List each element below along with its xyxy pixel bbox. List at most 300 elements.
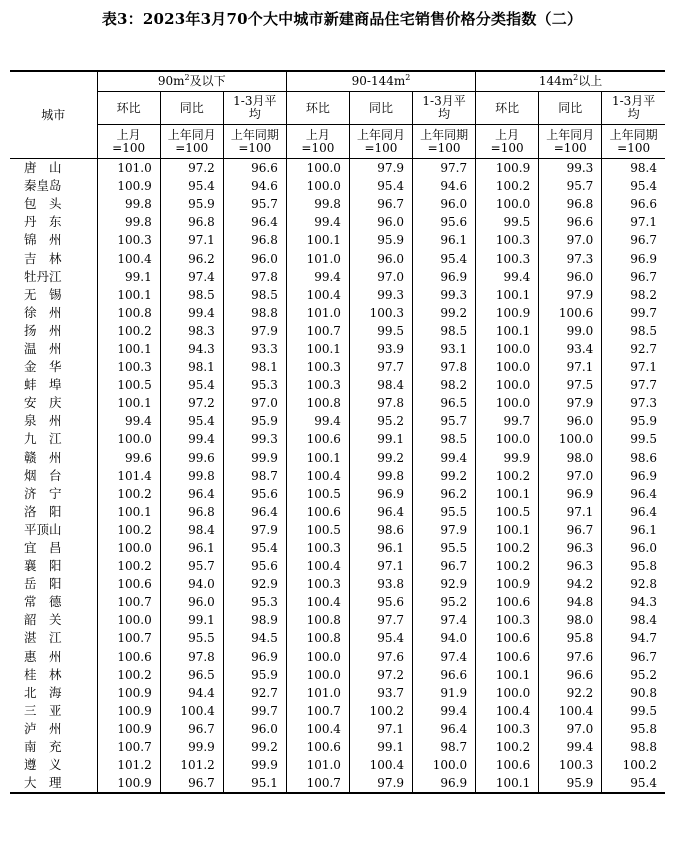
index-value: 96.7	[160, 774, 223, 793]
index-value: 97.6	[539, 648, 602, 666]
index-value: 96.8	[223, 231, 286, 249]
column-header: 环比	[476, 92, 539, 125]
index-value: 96.1	[630, 522, 657, 537]
base-period-header: 上月 =100	[97, 125, 160, 159]
index-value: 98.0	[539, 449, 602, 467]
index-value: 100.6	[476, 648, 539, 666]
base-period-header: 上年同期 =100	[223, 125, 286, 159]
index-value: 97.7	[630, 378, 657, 393]
index-value: 99.9	[160, 738, 223, 756]
index-value: 98.5	[223, 286, 286, 304]
city-name: 锦 州	[10, 231, 97, 249]
index-value: 100.0	[476, 340, 539, 358]
index-value: 100.1	[286, 449, 349, 467]
index-value: 96.0	[630, 541, 657, 556]
base-period-header: 上月 =100	[286, 125, 349, 159]
index-value: 100.2	[476, 738, 539, 756]
table-row	[10, 666, 665, 684]
index-value: 99.5	[630, 432, 657, 447]
index-value: 98.0	[539, 611, 602, 629]
index-value: 97.7	[349, 611, 412, 629]
table-header	[10, 71, 665, 159]
index-value: 98.5	[630, 323, 657, 338]
index-value: 96.4	[630, 486, 657, 501]
index-value: 100.2	[476, 557, 539, 575]
index-value: 94.0	[160, 575, 223, 593]
table-row	[10, 304, 665, 322]
city-name: 烟 台	[10, 467, 97, 485]
index-value: 97.0	[349, 268, 412, 286]
index-value: 100.0	[476, 394, 539, 412]
index-value: 100.9	[97, 684, 160, 702]
index-value: 99.9	[223, 756, 286, 774]
index-value: 96.9	[413, 774, 476, 793]
index-value: 92.8	[630, 577, 657, 592]
index-value: 99.4	[97, 412, 160, 430]
city-name: 温 州	[10, 340, 97, 358]
index-value: 96.9	[413, 268, 476, 286]
index-value: 95.6	[413, 213, 476, 231]
index-value: 100.1	[286, 231, 349, 249]
table-row	[10, 213, 665, 231]
index-value: 99.6	[97, 449, 160, 467]
city-name: 丹 东	[10, 213, 97, 231]
city-name: 桂 林	[10, 666, 97, 684]
index-value: 100.3	[286, 575, 349, 593]
index-value: 100.7	[286, 774, 349, 793]
city-name: 无 锡	[10, 286, 97, 304]
index-value: 96.8	[160, 213, 223, 231]
index-value: 95.3	[223, 593, 286, 611]
index-value: 95.5	[413, 539, 476, 557]
group-header-small: $90m^2$及以下	[97, 71, 286, 92]
index-value: 94.4	[160, 684, 223, 702]
index-value: 98.2	[630, 287, 657, 302]
table-row	[10, 231, 665, 249]
table-row	[10, 430, 665, 448]
index-value: 100.2	[349, 702, 412, 720]
index-value: 101.0	[286, 684, 349, 702]
index-value: 94.3	[630, 595, 657, 610]
index-value: 96.7	[349, 195, 412, 213]
index-value: 100.0	[286, 666, 349, 684]
index-value: 95.4	[223, 539, 286, 557]
index-value: 100.0	[97, 611, 160, 629]
index-value: 101.0	[286, 249, 349, 267]
index-value: 95.7	[413, 412, 476, 430]
index-value: 96.0	[349, 213, 412, 231]
index-value: 100.0	[286, 159, 349, 178]
index-value: 97.1	[630, 360, 657, 375]
index-value: 93.8	[349, 575, 412, 593]
index-value: 96.5	[160, 666, 223, 684]
table-row	[10, 268, 665, 286]
index-value: 96.0	[160, 593, 223, 611]
table-row	[10, 756, 665, 774]
city-name: 蚌 埠	[10, 376, 97, 394]
index-value: 100.7	[97, 738, 160, 756]
index-value: 101.0	[286, 304, 349, 322]
index-value: 100.9	[476, 304, 539, 322]
index-value: 94.3	[160, 340, 223, 358]
index-value: 96.6	[539, 666, 602, 684]
city-name: 徐 州	[10, 304, 97, 322]
index-value: 100.0	[476, 195, 539, 213]
index-value: 100.6	[97, 648, 160, 666]
index-value: 100.0	[476, 376, 539, 394]
index-value: 97.9	[539, 286, 602, 304]
index-value: 97.6	[349, 648, 412, 666]
city-name: 大 理	[10, 774, 97, 793]
index-value: 98.5	[413, 430, 476, 448]
index-value: 95.2	[630, 667, 657, 682]
index-value: 99.2	[223, 738, 286, 756]
index-value: 96.1	[349, 539, 412, 557]
index-value: 99.4	[539, 738, 602, 756]
index-value: 96.8	[539, 195, 602, 213]
index-value: 93.7	[349, 684, 412, 702]
city-name: 三 亚	[10, 702, 97, 720]
index-value: 100.4	[97, 249, 160, 267]
index-value: 98.3	[160, 322, 223, 340]
index-value: 99.9	[476, 449, 539, 467]
index-value: 98.4	[349, 376, 412, 394]
index-value: 99.3	[413, 286, 476, 304]
index-value: 99.9	[223, 449, 286, 467]
table-row	[10, 286, 665, 304]
index-value: 96.0	[413, 195, 476, 213]
table-row	[10, 738, 665, 756]
index-value: 95.2	[413, 593, 476, 611]
index-value: 94.0	[413, 629, 476, 647]
table-row	[10, 702, 665, 720]
index-value: 97.1	[630, 215, 657, 230]
index-value: 98.8	[223, 304, 286, 322]
index-value: 100.8	[286, 629, 349, 647]
city-name: 安 庆	[10, 394, 97, 412]
index-value: 97.1	[349, 720, 412, 738]
table-row	[10, 376, 665, 394]
index-value: 100.3	[476, 720, 539, 738]
index-value: 96.2	[413, 485, 476, 503]
index-value: 100.0	[476, 430, 539, 448]
index-value: 92.7	[630, 341, 657, 356]
table-row	[10, 521, 665, 539]
index-value: 100.1	[476, 485, 539, 503]
index-value: 96.4	[160, 485, 223, 503]
group-header-large: $144m^2$以上	[476, 71, 665, 92]
index-value: 99.6	[160, 449, 223, 467]
index-value: 97.0	[223, 394, 286, 412]
index-value: 99.3	[223, 430, 286, 448]
city-name: 遵 义	[10, 756, 97, 774]
index-value: 100.3	[97, 358, 160, 376]
index-value: 96.4	[630, 504, 657, 519]
index-value: 100.6	[286, 738, 349, 756]
index-value: 100.2	[97, 485, 160, 503]
table-row	[10, 449, 665, 467]
index-value: 95.5	[413, 503, 476, 521]
index-value: 99.7	[476, 412, 539, 430]
index-value: 100.4	[160, 702, 223, 720]
index-value: 100.1	[476, 322, 539, 340]
index-value: 98.9	[223, 611, 286, 629]
city-name: 九 江	[10, 430, 97, 448]
table-row	[10, 485, 665, 503]
index-value: 95.4	[349, 629, 412, 647]
index-value: 98.2	[413, 376, 476, 394]
index-value: 100.0	[97, 430, 160, 448]
index-value: 99.4	[160, 304, 223, 322]
city-name: 扬 州	[10, 322, 97, 340]
index-value: 96.1	[413, 231, 476, 249]
index-value: 100.4	[286, 286, 349, 304]
city-name: 平顶山	[10, 521, 97, 539]
column-header: 环比	[97, 92, 160, 125]
index-value: 96.3	[539, 539, 602, 557]
index-value: 99.1	[349, 430, 412, 448]
index-value: 99.7	[223, 702, 286, 720]
index-value: 92.7	[223, 684, 286, 702]
index-value: 95.2	[349, 412, 412, 430]
index-value: 96.7	[630, 649, 657, 664]
index-value: 98.1	[223, 358, 286, 376]
index-value: 95.6	[223, 485, 286, 503]
base-period-header: 上年同月 =100	[539, 125, 602, 159]
index-value: 99.5	[630, 703, 657, 718]
column-header: 环比	[286, 92, 349, 125]
index-value: 100.3	[286, 376, 349, 394]
city-name: 泸 州	[10, 720, 97, 738]
index-value: 95.6	[349, 593, 412, 611]
city-name: 吉 林	[10, 249, 97, 267]
index-value: 99.1	[349, 738, 412, 756]
index-value: 96.7	[630, 233, 657, 248]
index-value: 100.5	[97, 376, 160, 394]
index-value: 95.4	[413, 249, 476, 267]
index-value: 100.6	[286, 503, 349, 521]
index-value: 100.4	[286, 720, 349, 738]
index-value: 98.6	[630, 450, 657, 465]
index-value: 96.6	[223, 159, 286, 178]
city-name: 襄 阳	[10, 557, 97, 575]
index-value: 97.0	[539, 720, 602, 738]
table-row	[10, 159, 665, 178]
index-value: 100.0	[97, 539, 160, 557]
index-value: 98.4	[630, 161, 657, 176]
index-value: 100.0	[539, 430, 602, 448]
index-value: 97.9	[223, 322, 286, 340]
index-value: 99.7	[630, 305, 657, 320]
index-value: 97.9	[223, 521, 286, 539]
index-value: 100.3	[476, 249, 539, 267]
index-value: 97.7	[413, 159, 476, 178]
index-value: 91.9	[413, 684, 476, 702]
index-value: 100.7	[286, 322, 349, 340]
index-value: 96.7	[630, 269, 657, 284]
index-value: 100.1	[476, 774, 539, 793]
index-value: 100.7	[97, 593, 160, 611]
index-value: 100.6	[476, 629, 539, 647]
index-value: 97.4	[160, 268, 223, 286]
index-value: 101.4	[97, 467, 160, 485]
table-row	[10, 467, 665, 485]
index-value: 95.5	[160, 629, 223, 647]
index-value: 100.1	[476, 521, 539, 539]
index-value: 100.8	[286, 611, 349, 629]
index-value: 100.1	[476, 666, 539, 684]
index-value: 97.2	[160, 159, 223, 178]
city-name: 赣 州	[10, 449, 97, 467]
index-value: 99.8	[97, 213, 160, 231]
table-row	[10, 774, 665, 793]
city-column-header: 城市	[10, 71, 97, 159]
index-value: 96.7	[413, 557, 476, 575]
column-header: 同比	[349, 92, 412, 125]
city-name: 泉 州	[10, 412, 97, 430]
column-header: 1-3月平均	[602, 92, 665, 125]
index-value: 97.8	[413, 358, 476, 376]
index-value: 100.0	[286, 177, 349, 195]
index-value: 96.1	[160, 539, 223, 557]
index-value: 96.4	[223, 503, 286, 521]
city-name: 秦皇岛	[10, 177, 97, 195]
index-value: 99.4	[286, 213, 349, 231]
index-value: 97.1	[539, 358, 602, 376]
group-header-medium: $90-144m^2$	[286, 71, 475, 92]
index-value: 99.4	[413, 702, 476, 720]
index-value: 100.2	[97, 521, 160, 539]
index-value: 95.8	[630, 721, 657, 736]
index-value: 97.1	[539, 503, 602, 521]
index-value: 100.6	[539, 304, 602, 322]
index-value: 100.1	[97, 286, 160, 304]
index-value: 94.7	[630, 631, 657, 646]
index-value: 95.4	[602, 774, 665, 793]
index-value: 101.2	[160, 756, 223, 774]
index-value: 94.6	[413, 177, 476, 195]
index-value: 100.9	[97, 702, 160, 720]
index-value: 99.3	[539, 159, 602, 178]
index-value: 100.1	[97, 394, 160, 412]
index-value: 98.6	[349, 521, 412, 539]
table-row	[10, 412, 665, 430]
table-row	[10, 340, 665, 358]
index-value: 95.4	[160, 376, 223, 394]
index-value: 100.0	[476, 684, 539, 702]
index-value: 99.0	[539, 322, 602, 340]
index-value: 93.1	[413, 340, 476, 358]
index-value: 99.2	[413, 304, 476, 322]
index-value: 96.0	[223, 720, 286, 738]
index-value: 97.4	[413, 648, 476, 666]
index-value: 97.5	[539, 376, 602, 394]
index-value: 98.5	[413, 322, 476, 340]
index-value: 100.3	[476, 611, 539, 629]
city-name: 金 华	[10, 358, 97, 376]
index-value: 96.0	[223, 249, 286, 267]
column-header: 1-3月平均	[223, 92, 286, 125]
index-value: 95.9	[160, 195, 223, 213]
index-value: 96.6	[413, 666, 476, 684]
index-value: 99.2	[413, 467, 476, 485]
index-value: 96.0	[539, 268, 602, 286]
index-value: 95.4	[349, 177, 412, 195]
city-name: 唐 山	[10, 159, 97, 178]
index-value: 92.2	[539, 684, 602, 702]
table-row	[10, 593, 665, 611]
index-value: 100.6	[476, 593, 539, 611]
index-value: 99.3	[349, 286, 412, 304]
index-value: 100.6	[476, 756, 539, 774]
index-value: 92.9	[413, 575, 476, 593]
index-value: 100.9	[97, 177, 160, 195]
index-value: 97.8	[160, 648, 223, 666]
index-value: 100.6	[286, 430, 349, 448]
index-value: 95.9	[223, 412, 286, 430]
index-value: 95.7	[223, 195, 286, 213]
index-value: 96.8	[160, 503, 223, 521]
city-name: 南 充	[10, 738, 97, 756]
base-period-header: 上年同月 =100	[349, 125, 412, 159]
table-row	[10, 322, 665, 340]
index-value: 95.9	[539, 774, 602, 793]
column-header: 同比	[539, 92, 602, 125]
index-value: 101.2	[97, 756, 160, 774]
column-header: 1-3月平均	[413, 92, 476, 125]
index-value: 95.8	[539, 629, 602, 647]
index-value: 93.3	[223, 340, 286, 358]
index-value: 100.1	[476, 286, 539, 304]
table-row	[10, 720, 665, 738]
index-value: 100.9	[97, 720, 160, 738]
index-value: 93.9	[349, 340, 412, 358]
table-row	[10, 394, 665, 412]
base-period-header: 上年同期 =100	[602, 125, 665, 159]
index-value: 97.1	[349, 557, 412, 575]
index-value: 98.7	[413, 738, 476, 756]
index-value: 100.3	[97, 231, 160, 249]
index-value: 99.4	[476, 268, 539, 286]
index-value: 95.4	[630, 179, 657, 194]
index-value: 97.2	[349, 666, 412, 684]
index-value: 100.4	[286, 593, 349, 611]
index-value: 97.3	[539, 249, 602, 267]
index-value: 97.3	[630, 396, 657, 411]
index-value: 100.2	[476, 467, 539, 485]
index-value: 98.8	[630, 740, 657, 755]
index-value: 101.0	[97, 159, 160, 178]
index-value: 99.8	[160, 467, 223, 485]
index-value: 98.5	[160, 286, 223, 304]
index-value: 97.9	[413, 521, 476, 539]
index-value: 95.3	[223, 376, 286, 394]
table-row	[10, 575, 665, 593]
index-value: 98.4	[630, 613, 657, 628]
index-value: 100.9	[476, 159, 539, 178]
index-value: 96.5	[413, 394, 476, 412]
index-value: 101.0	[286, 756, 349, 774]
index-value: 96.9	[349, 485, 412, 503]
index-value: 99.2	[349, 449, 412, 467]
city-name: 牡丹江	[10, 268, 97, 286]
index-value: 96.6	[539, 213, 602, 231]
index-value: 96.7	[539, 521, 602, 539]
index-value: 100.2	[97, 557, 160, 575]
table-row	[10, 503, 665, 521]
base-period-header: 上年同月 =100	[160, 125, 223, 159]
index-value: 97.8	[223, 268, 286, 286]
